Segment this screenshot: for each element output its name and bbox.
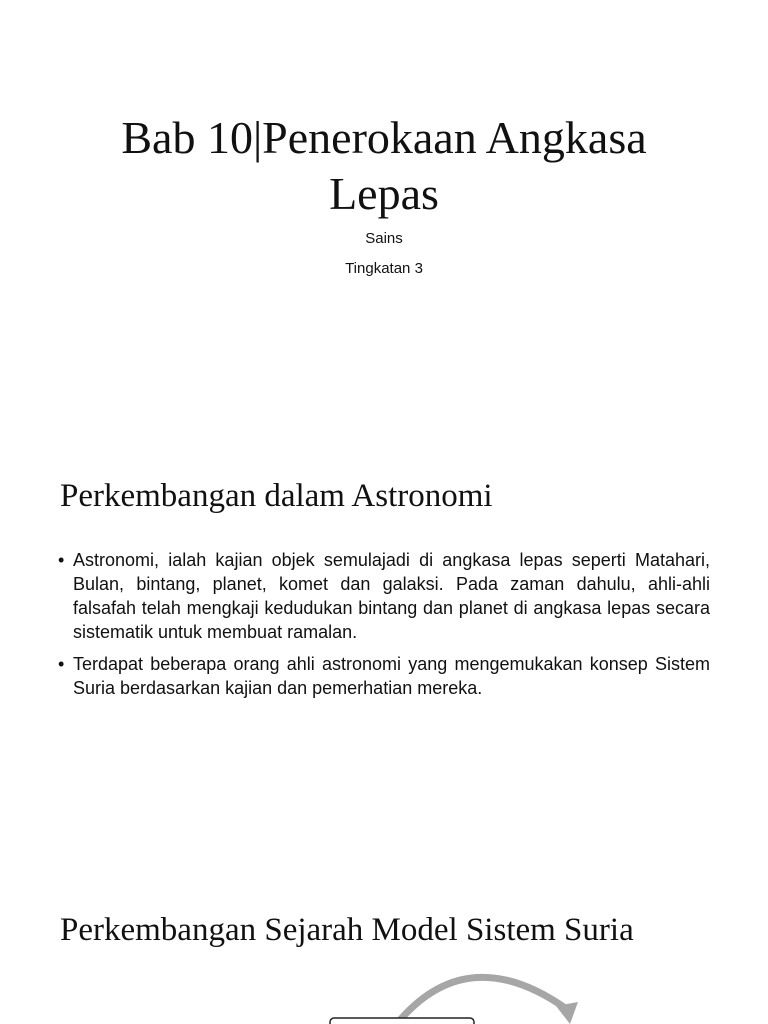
bullet-text: Terdapat beberapa orang ahli astronomi yang mengemukakan konsep Sistem Suria berdasarkan kajian dan pemerhatian mereka. — [73, 654, 710, 698]
slide-title — [0, 110, 768, 222]
subject-subtitle: Sains — [365, 230, 403, 247]
model-diagram — [320, 960, 590, 1024]
bullet-item — [58, 548, 710, 644]
curved-arrow-icon — [400, 977, 568, 1020]
slide-heading: Perkembangan dalam Astronomi — [60, 478, 493, 514]
slide-title-line-2: Lepas — [329, 168, 439, 219]
title-slide — [0, 0, 768, 400]
level-subtitle: Tingkatan 3 — [345, 260, 423, 277]
solar-system-history-slide — [0, 864, 768, 1024]
astronomy-slide — [0, 432, 768, 832]
bullet-text: Astronomi, ialah kajian objek semulajadi di angkasa lepas seperti Matahari, Bulan, bintang, planet, komet dan galaksi. Pada zaman dahulu, ahli-ahli falsafah telah mengkaji kedudukan bintang dan planet di angkasa lepas secara sistematik untuk membuat ramalan. — [73, 550, 710, 642]
slide-title-line-1: Bab 10|Penerokaan Angkasa — [121, 112, 647, 163]
bullet-item — [58, 652, 710, 700]
slide-heading: Perkembangan Sejarah Model Sistem Suria — [60, 912, 634, 948]
bullet-marker: • — [58, 654, 65, 674]
bullet-list — [58, 548, 710, 708]
bullet-marker: • — [58, 550, 65, 570]
model-box — [330, 1018, 474, 1024]
